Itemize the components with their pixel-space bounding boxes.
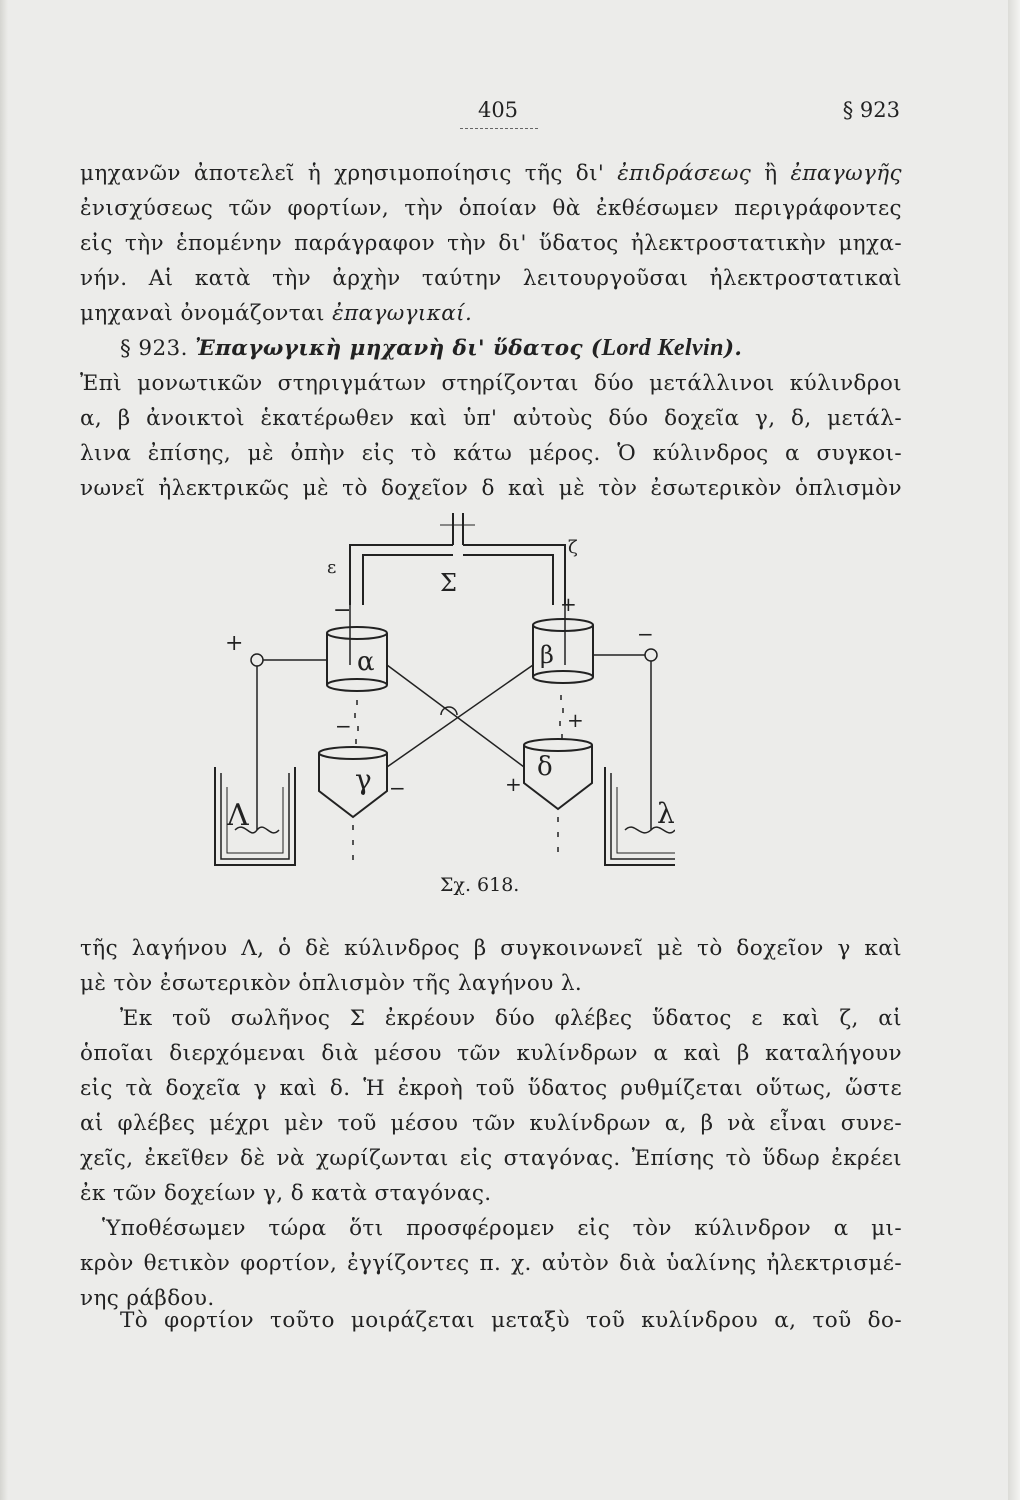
label-zeta: ζ xyxy=(568,537,578,558)
figure-kelvin-water-dropper xyxy=(205,505,675,885)
paragraph-charge-distribution xyxy=(80,1303,902,1338)
text-line: μηχαναὶ ὀνομάζονται ἐπαγωγικαί. xyxy=(80,301,473,326)
label-epsilon: ε xyxy=(327,557,337,578)
text-line: λινα ἐπίσης, μὲ ὀπὴν εἰς τὸ κάτω μέρος. Ὁ κύλινδρος α συγκοι- xyxy=(80,441,902,466)
text-line: τῆς λαγήνου Λ, ὁ δὲ κύλινδρος β συγκοινωνεῖ μὲ τὸ δοχεῖον γ καὶ xyxy=(80,936,902,961)
label-beta: β xyxy=(540,641,554,669)
sign-minus-alpha: − xyxy=(333,598,352,623)
sign-minus-drops: − xyxy=(335,714,352,738)
section-heading: § 923. Ἐπαγωγικὴ μηχανὴ δι' ὕδατος (Lord Kelvin). xyxy=(120,335,743,361)
text-line: μὲ τὸν ἐσωτερικὸν ὁπλισμὸν τῆς λαγήνου λ. xyxy=(80,971,583,996)
text-line: εἰς τὰ δοχεῖα γ καὶ δ. Ἡ ἐκροὴ τοῦ ὕδατος ρυθμίζεται οὕτως, ὥστε xyxy=(80,1076,902,1101)
text-line: χεῖς, ἐκεῖθεν δὲ νὰ χωρίζωνται εἰς σταγόνας. Ἐπίσης τὸ ὕδωρ ἐκρέει xyxy=(80,1146,902,1171)
section-title-name: Lord Kelvin xyxy=(601,335,724,361)
paragraph-water-streams xyxy=(80,1001,902,1211)
label-alpha: α xyxy=(357,647,375,677)
text-line: Ὑποθέσωμεν τώρα ὅτι προσφέρομεν εἰς τὸν κύλινδρον α μι- xyxy=(102,1216,902,1241)
text-line: νήν. Αἱ κατὰ τὴν ἀρχὴν ταύτην λειτουργοῦσαι ἠλεκτροστατικαὶ xyxy=(80,266,902,291)
sign-plus-left: + xyxy=(225,631,244,656)
paragraph-connections xyxy=(80,931,902,1001)
sign-plus-delta: + xyxy=(505,772,522,796)
text-line: εἰς τὴν ἑπομένην παράγραφον τὴν δι' ὕδατος ἠλεκτροστατικὴν μηχα- xyxy=(80,231,902,256)
page-number: 405 xyxy=(477,98,519,122)
text-line: νης ράβδου. xyxy=(80,1286,215,1311)
text-line: νωνεῖ ἠλεκτρικῶς μὲ τὸ δοχεῖον δ καὶ μὲ τὸν ἐσωτερικὸν ὁπλισμὸν xyxy=(80,476,902,501)
section-reference: § 923 xyxy=(842,98,900,122)
paragraph-hypothesis xyxy=(80,1211,902,1316)
text-line: αἱ φλέβες μέχρι μὲν τοῦ μέσου τῶν κυλίνδρων α, β νὰ εἶναι συνε- xyxy=(80,1111,902,1136)
sign-plus-drops: + xyxy=(567,708,584,732)
paragraph-intro xyxy=(80,156,902,331)
label-sigma: Σ xyxy=(440,569,457,597)
jar-wires xyxy=(251,649,657,830)
text-line: ὁποῖαι διερχόμεναι διὰ μέσου τῶν κυλίνδρων α καὶ β καταλήγουν xyxy=(80,1041,902,1066)
page-header xyxy=(80,98,900,132)
text-line: Ἐπὶ μονωτικῶν στηριγμάτων στηρίζονται δύο μετάλλινοι κύλινδροι xyxy=(80,371,902,396)
page-left-edge xyxy=(0,0,8,1500)
label-delta: δ xyxy=(537,752,553,782)
text-line: μηχανῶν ἀποτελεῖ ἡ χρησιμοποίησις τῆς δι' ἐπιδράσεως ἢ ἐπαγωγῆς xyxy=(80,161,902,186)
sign-plus-beta: + xyxy=(560,592,577,616)
funnel-gamma xyxy=(319,747,387,817)
label-lambda: λ xyxy=(657,797,675,830)
section-title: Ἐπαγωγικὴ μηχανὴ δι' ὕδατος ( xyxy=(195,336,602,361)
sign-minus-right: − xyxy=(637,622,654,646)
page-number-rule xyxy=(460,128,538,129)
cross-connections xyxy=(387,665,533,767)
text-line: α, β ἀνοικτοὶ ἑκατέρωθεν καὶ ὑπ' αὐτοὺς δύο δοχεῖα γ, δ, μετάλ- xyxy=(80,406,902,431)
text-line: κρὸν θετικὸν φορτίον, ἐγγίζοντες π. χ. αὐτὸν διὰ ὑαλίνης ἠλεκτρισμέ- xyxy=(80,1251,902,1276)
text-line: ἐκ τῶν δοχείων γ, δ κατὰ σταγόνας. xyxy=(80,1181,492,1206)
apparatus-diagram xyxy=(205,505,675,885)
funnel-delta xyxy=(524,739,592,809)
section-number: § 923. xyxy=(120,336,188,361)
text-line: Ἐκ τοῦ σωλῆνος Σ ἐκρέουν δύο φλέβες ὕδατος ε καὶ ζ, αἱ xyxy=(120,1006,902,1031)
text-line: Τὸ φορτίον τοῦτο μοιράζεται μεταξὺ τοῦ κυλίνδρου α, τοῦ δο- xyxy=(120,1308,902,1333)
figure-caption: Σχ. 618. xyxy=(440,874,520,896)
sign-minus-gamma: − xyxy=(389,776,406,800)
label-gamma: γ xyxy=(355,763,372,796)
section-923 xyxy=(80,331,902,506)
supply-tube xyxy=(350,513,565,605)
label-Lambda: Λ xyxy=(227,798,249,833)
page-right-edge xyxy=(1008,0,1020,1500)
text-line: ἐνισχύσεως τῶν φορτίων, τὴν ὁποίαν θὰ ἐκθέσωμεν περιγράφοντες xyxy=(80,196,902,221)
